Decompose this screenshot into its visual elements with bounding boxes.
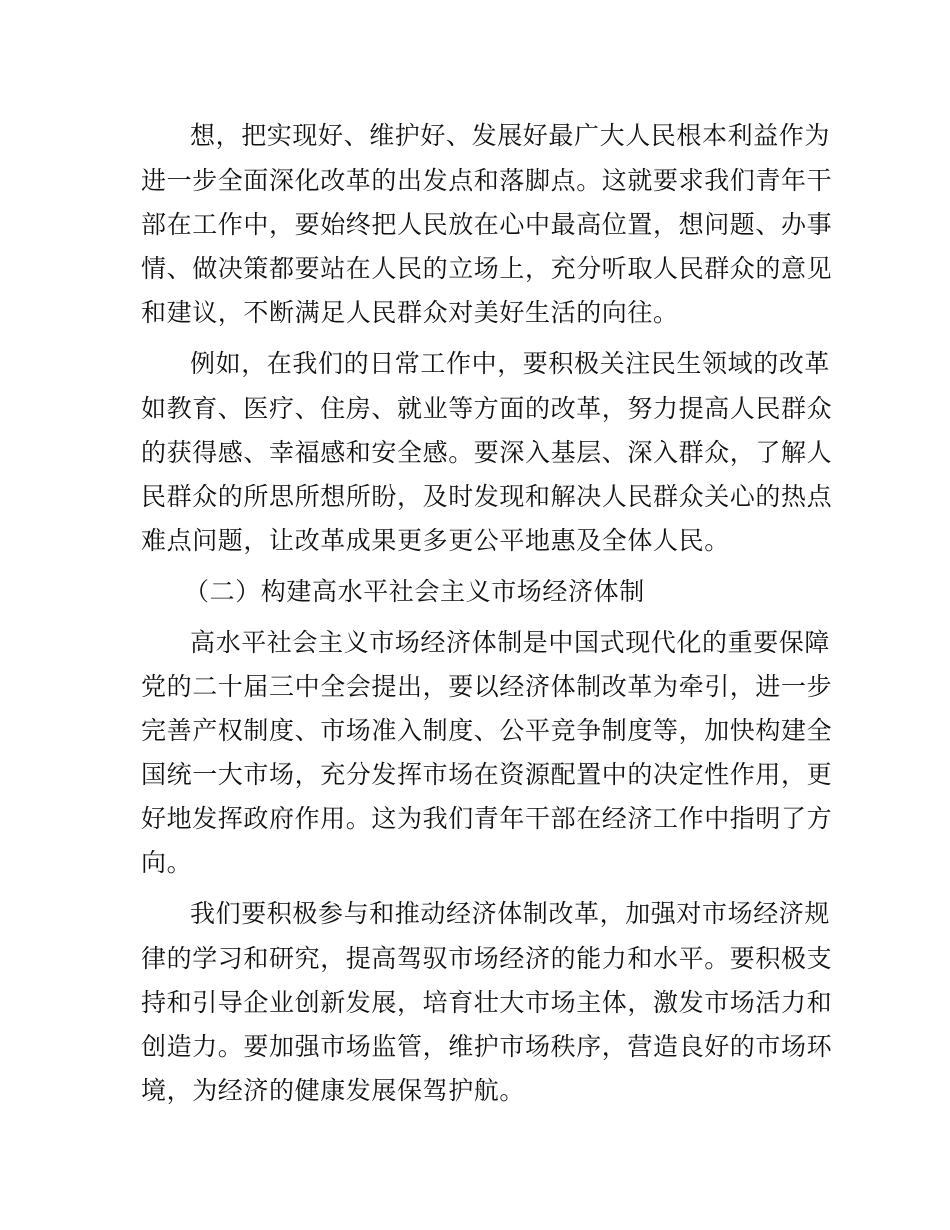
text-line: 部在工作中，要始终把人民放在心中最高位置，想问题、办事 bbox=[141, 210, 833, 239]
text-line: 我们要积极参与和推动经济体制改革，加强对市场经济规 bbox=[190, 899, 831, 928]
text-line: 和建议，不断满足人民群众对美好生活的向往。 bbox=[141, 298, 679, 327]
text-line: 党的二十届三中全会提出，要以经济体制改革为牵引，进一步 bbox=[141, 672, 833, 701]
text-line: 持和引导企业创新发展，培育壮大市场主体，激发市场活力和 bbox=[141, 988, 833, 1017]
text-line: 完善产权制度、市场准入制度、公平竞争制度等，加快构建全 bbox=[141, 716, 833, 745]
text-line: 民群众的所思所想所盼，及时发现和解决人民群众关心的热点 bbox=[141, 482, 833, 511]
section-heading: （二）构建高水平社会主义市场经济体制 bbox=[184, 577, 645, 606]
text-line: 高水平社会主义市场经济体制是中国式现代化的重要保障 bbox=[190, 628, 831, 657]
text-line: 情、做决策都要站在人民的立场上，充分听取人民群众的意见 bbox=[141, 254, 833, 283]
text-line: 如教育、医疗、住房、就业等方面的改革，努力提高人民群众 bbox=[141, 394, 833, 423]
text-line: 进一步全面深化改革的出发点和落脚点。这就要求我们青年干 bbox=[141, 166, 833, 195]
text-line: 向。 bbox=[141, 848, 193, 877]
text-line: 律的学习和研究，提高驾驭市场经济的能力和水平。要积极支 bbox=[141, 944, 833, 973]
text-line: 国统一大市场，充分发挥市场在资源配置中的决定性作用，更 bbox=[141, 760, 833, 789]
text-line: 创造力。要加强市场监管，维护市场秩序，营造良好的市场环 bbox=[141, 1032, 833, 1061]
text-line: 的获得感、幸福感和安全感。要深入基层、深入群众，了解人 bbox=[141, 438, 833, 467]
text-line: 境，为经济的健康发展保驾护航。 bbox=[141, 1076, 526, 1105]
text-line: 想，把实现好、维护好、发展好最广大人民根本利益作为 bbox=[190, 121, 831, 150]
text-line: 例如，在我们的日常工作中，要积极关注民生领域的改革 bbox=[190, 349, 831, 378]
text-line: 难点问题，让改革成果更多更公平地惠及全体人民。 bbox=[141, 526, 730, 555]
text-line: 好地发挥政府作用。这为我们青年干部在经济工作中指明了方 bbox=[141, 804, 833, 833]
